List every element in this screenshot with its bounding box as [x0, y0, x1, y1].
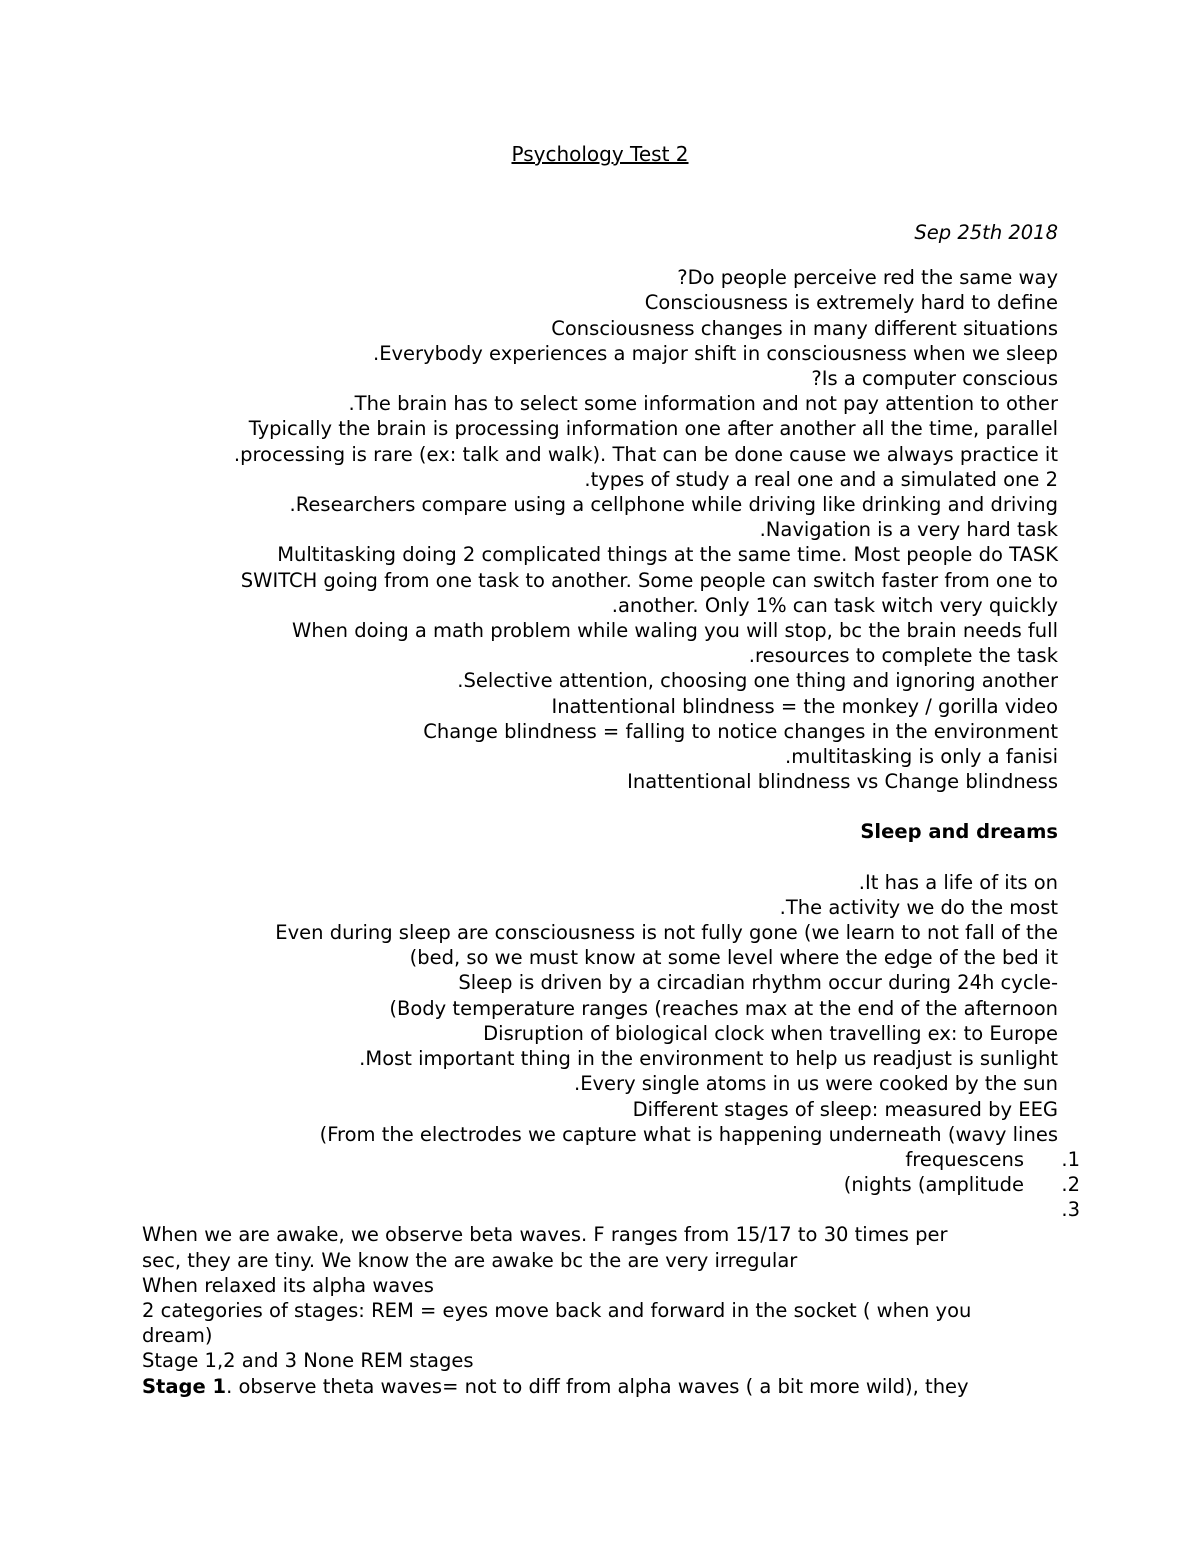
text-line: Inattentional blindness = the monkey / gorilla video: [551, 694, 1058, 718]
stage-1-label: Stage 1: [142, 1374, 227, 1398]
document-body: [142, 140, 1080, 1399]
section-heading-sleep: Sleep and dreams: [860, 820, 1058, 844]
numbered-item-text: frequescens: [905, 1147, 1024, 1171]
text-line: Consciousness changes in many different situations: [551, 316, 1058, 340]
stage-1-line: [142, 1374, 1058, 1399]
text-line: .Navigation is a very hard task: [759, 518, 1058, 542]
text-line: .Most important thing in the environment to help us readjust is sunlight: [359, 1047, 1058, 1071]
numbered-item-text: (nights (amplitude: [843, 1173, 1024, 1197]
text-line: .Researchers compare using a cellphone while driving like drinking and driving: [289, 493, 1058, 517]
text-line: (From the electrodes we capture what is happening underneath (wavy lines: [319, 1122, 1058, 1146]
text-line: .types of study a real one and a simulated one 2: [584, 467, 1058, 491]
text-line: .The activity we do the most: [779, 895, 1058, 919]
text-line: .It has a life of its on: [858, 870, 1058, 894]
text-line: Consciousness is extremely hard to define: [644, 291, 1058, 315]
paragraph-line: When doing a math problem while waling you will stop, bc the brain needs full: [292, 619, 1058, 643]
text-line: When relaxed its alpha waves: [142, 1273, 434, 1297]
text-line: .multitasking is only a fanisi: [785, 745, 1058, 769]
text-line: ?Do people perceive red the same way: [677, 266, 1058, 290]
text-line: Change blindness = falling to notice changes in the environment: [423, 719, 1058, 743]
numbered-item: [142, 1197, 1080, 1222]
text-line: .Everybody experiences a major shift in consciousness when we sleep: [373, 341, 1058, 365]
text-line: 2 categories of stages: REM = eyes move back and forward in the socket ( when you: [142, 1299, 972, 1323]
document-date: Sep 25th 2018: [914, 221, 1058, 244]
paragraph-line: Even during sleep are consciousness is not fully gone (we learn to not fall of the: [275, 921, 1058, 945]
document-title: Psychology Test 2: [511, 142, 689, 166]
text-line: ?Is a computer conscious: [811, 367, 1058, 391]
numbered-item: [142, 1172, 1080, 1197]
paragraph-line: .processing is rare (ex: talk and walk). That can be done cause we always practice it: [233, 442, 1058, 466]
numbered-item-number: .3: [1061, 1198, 1080, 1222]
text-line: .Selective attention, choosing one thing and ignoring another: [457, 669, 1058, 693]
text-line: dream): [142, 1324, 213, 1348]
paragraph-line: .resources to complete the task: [748, 644, 1058, 668]
text-line: sec, they are tiny. We know the are awake bc the are very irregular: [142, 1248, 798, 1272]
text-line: .Every single atoms in us were cooked by the sun: [574, 1072, 1058, 1096]
text-line: Stage 1,2 and 3 None REM stages: [142, 1349, 474, 1373]
text-line: Different stages of sleep: measured by EEG: [632, 1097, 1058, 1121]
paragraph-line: Typically the brain is processing information one after another all the time, parallel: [248, 417, 1058, 441]
numbered-item-number: .1: [1061, 1147, 1080, 1171]
paragraph-line: (bed, so we must know at some level where the edge of the bed it: [409, 946, 1058, 970]
paragraph-line: SWITCH going from one task to another. Some people can switch faster from one to: [240, 568, 1058, 592]
numbered-item: [142, 1147, 1080, 1172]
text-line: When we are awake, we observe beta waves. F ranges from 15/17 to 30 times per: [142, 1223, 948, 1247]
text-line: .The brain has to select some information and not pay attention to other: [348, 392, 1058, 416]
text-line: Disruption of biological clock when travelling ex: to Europe: [483, 1021, 1058, 1045]
text-line: (Body temperature ranges (reaches max at the end of the afternoon: [389, 996, 1058, 1020]
text-line: Inattentional blindness vs Change blindness: [627, 770, 1058, 794]
numbered-item-number: .2: [1061, 1173, 1080, 1197]
text-line: Sleep is driven by a circadian rhythm occur during 24h cycle-: [458, 971, 1058, 995]
paragraph-line: .another. Only 1% can task witch very quickly: [611, 593, 1058, 617]
paragraph-line: Multitasking doing 2 complicated things at the same time. Most people do TASK: [277, 543, 1058, 567]
stage-1-text: . observe theta waves= not to diff from alpha waves ( a bit more wild), they: [226, 1374, 969, 1398]
